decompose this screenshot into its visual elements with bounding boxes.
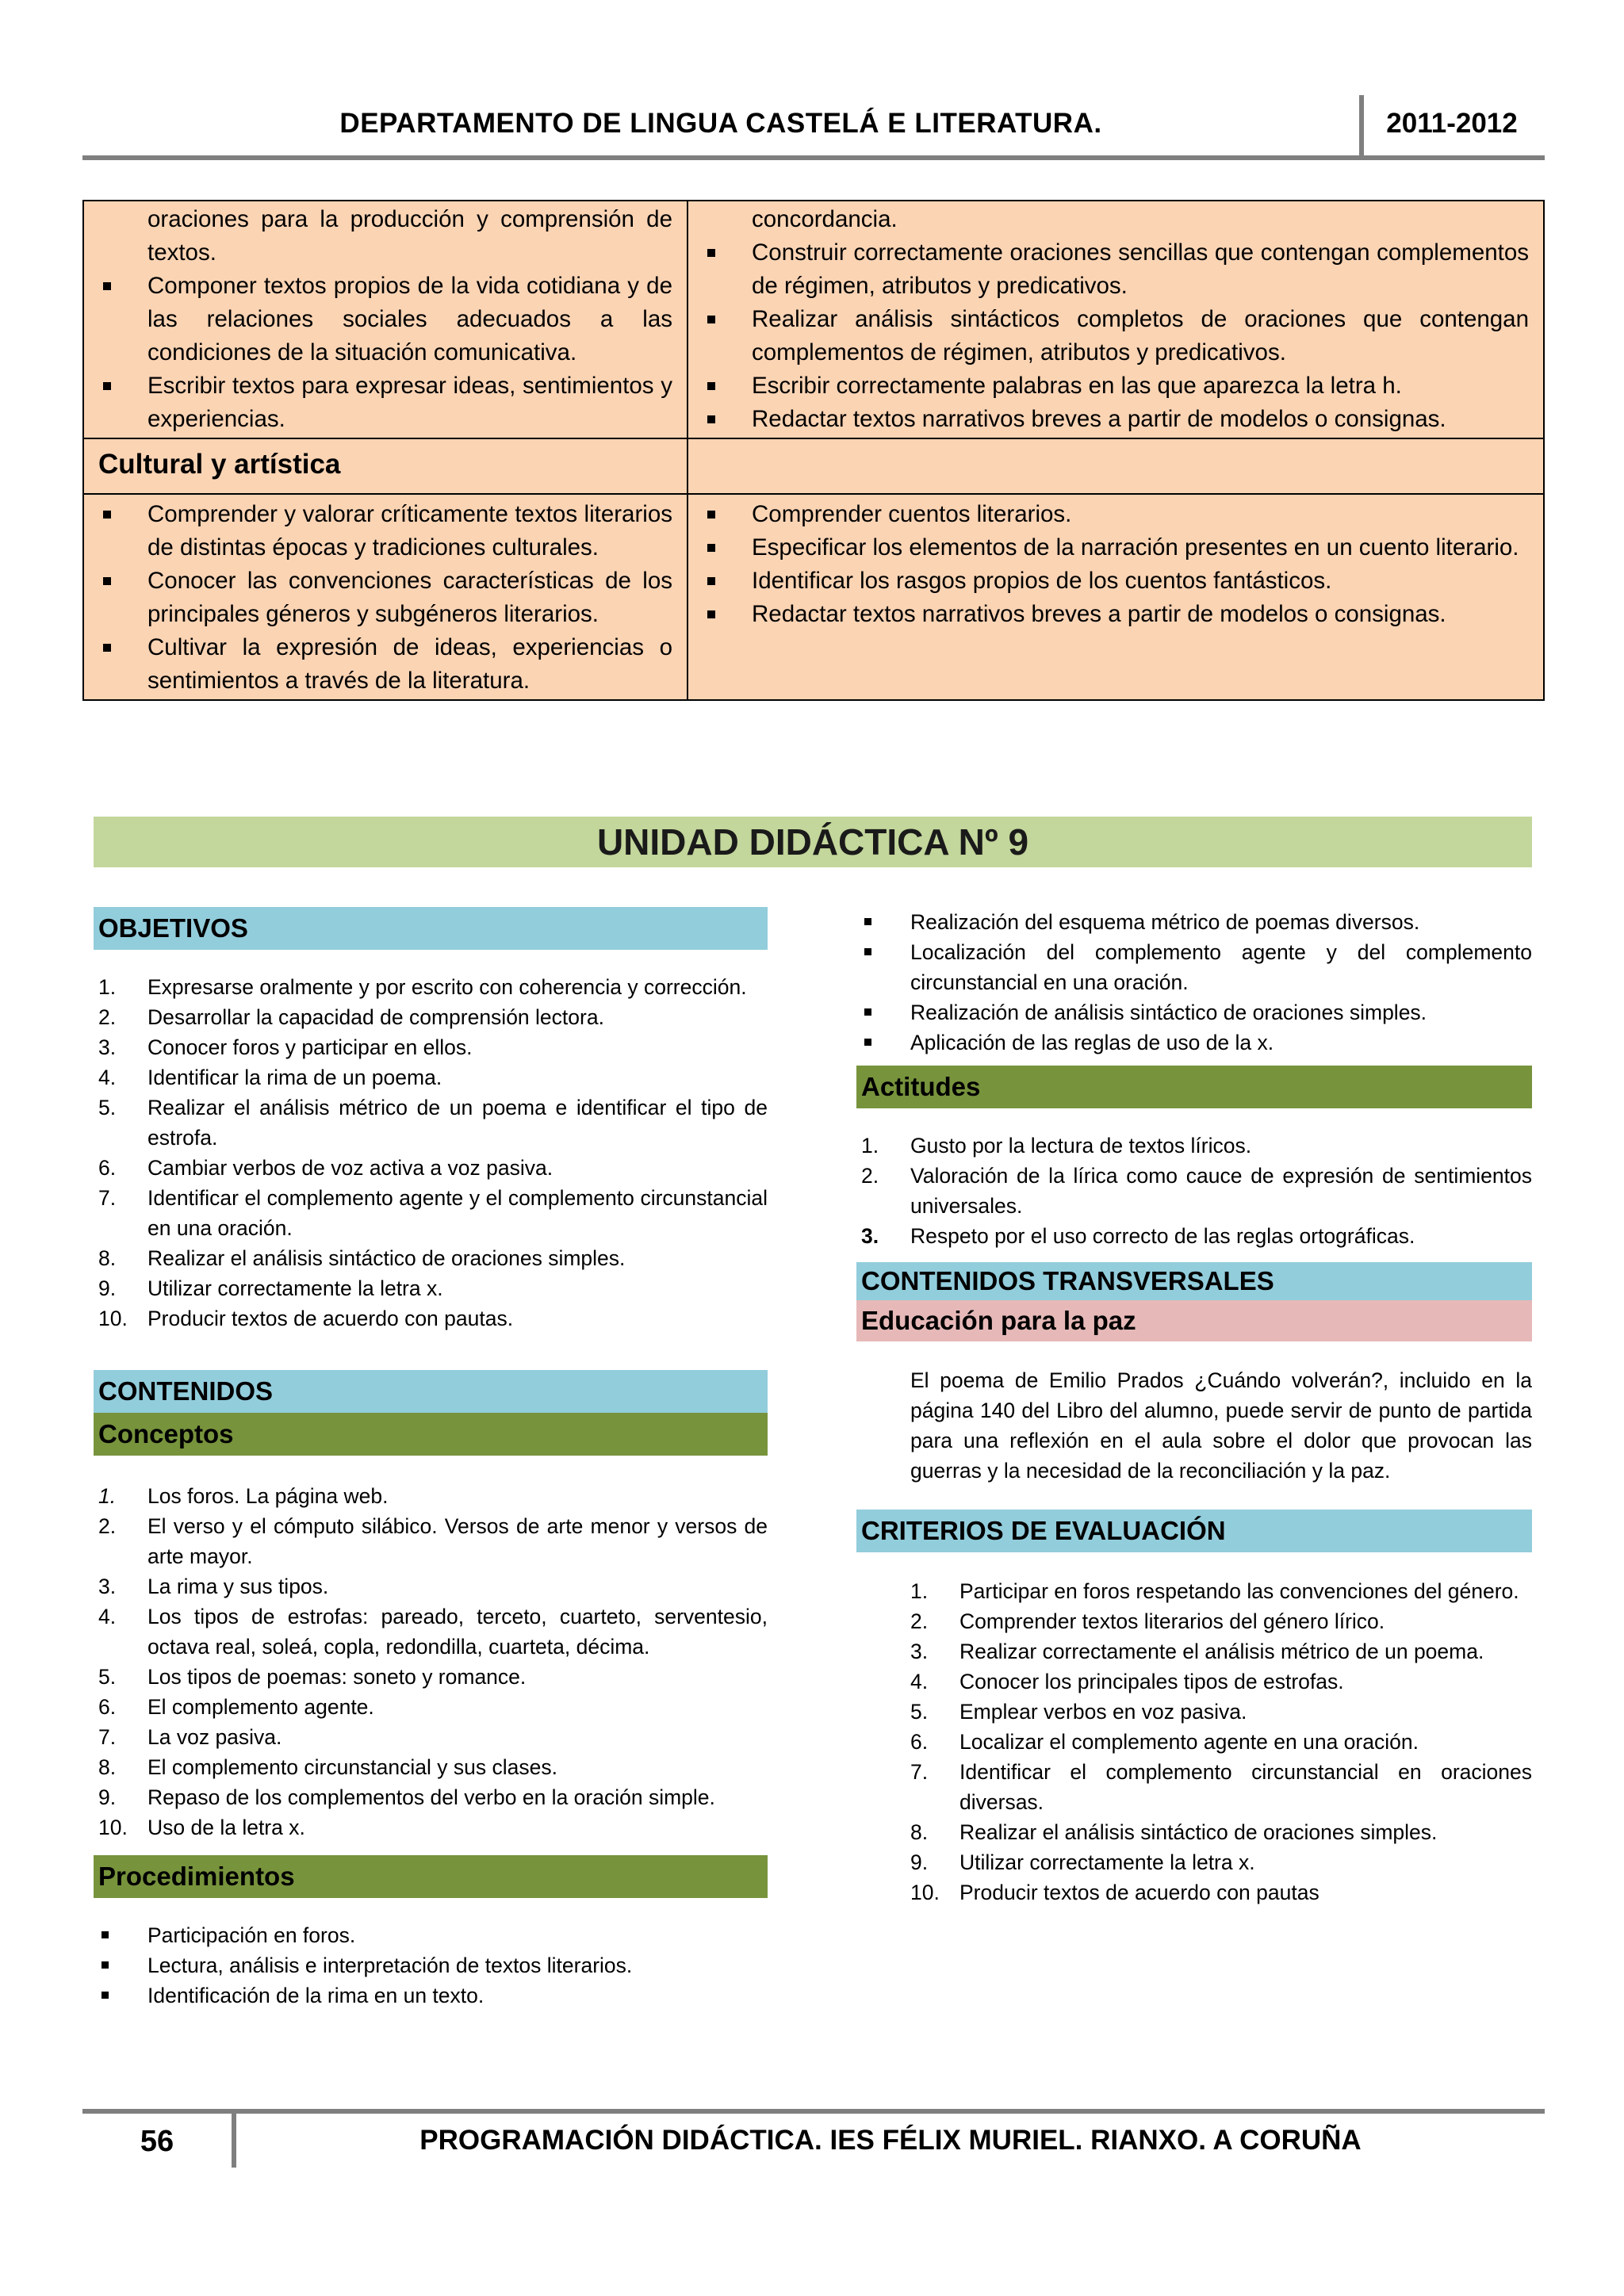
list-item: 6. El complemento agente. <box>98 1695 374 1719</box>
list-item: Identificación de la rima en un texto. <box>94 1980 768 2011</box>
list-item: 7. Identificar el complemento circunstancial en oraciones diversas. <box>910 1760 1532 1814</box>
list-item: 9. Utilizar correctamente la letra x. <box>98 1276 443 1300</box>
table-row <box>83 201 1544 438</box>
list-item: Cultivar la expresión de ideas, experiencias o sentimientos a través de la literatura. <box>98 631 672 698</box>
list-item: Comprender cuentos literarios. <box>703 498 1529 531</box>
procedimientos-heading: Procedimientos <box>94 1855 768 1898</box>
page-footer <box>82 2109 1545 2168</box>
list-item: 3. Respeto por el uso correcto de las reglas ortográficas. <box>861 1224 1415 1248</box>
list-item: 7. Identificar el complemento agente y el complemento circunstancial en una oración. <box>98 1186 768 1240</box>
list-item: 1. Participar en foros respetando las convenciones del género. <box>910 1579 1519 1603</box>
list-item: 7. La voz pasiva. <box>98 1725 282 1749</box>
list-item: 1. Expresarse oralmente y por escrito con coherencia y corrección. <box>98 975 747 999</box>
list-item: concordancia. <box>752 206 898 232</box>
list-item: 9. Utilizar correctamente la letra x. <box>910 1850 1255 1874</box>
list-item: Lectura, análisis e interpretación de textos literarios. <box>94 1950 768 1980</box>
list-item: 8. Realizar el análisis sintáctico de oraciones simples. <box>910 1820 1438 1844</box>
list-item: 5. Los tipos de poemas: soneto y romance. <box>98 1665 527 1689</box>
actitudes-heading: Actitudes <box>856 1066 1532 1108</box>
list-item: Escribir correctamente palabras en las que aparezca la letra h. <box>703 369 1529 403</box>
criterios-heading: CRITERIOS DE EVALUACIÓN <box>856 1510 1532 1552</box>
list-item: Realización del esquema métrico de poemas diversos. <box>856 907 1532 937</box>
list-item: 10. Producir textos de acuerdo con pautas. <box>98 1307 514 1330</box>
list-item: Redactar textos narrativos breves a partir de modelos o consignas. <box>703 598 1529 631</box>
list-item: 2. Desarrollar la capacidad de comprensión lectora. <box>98 1005 604 1029</box>
objetivos-list <box>94 972 768 1334</box>
objetivos-heading: OBJETIVOS <box>94 907 768 950</box>
list-item: 5. Emplear verbos en voz pasiva. <box>910 1700 1247 1724</box>
list-item: Comprender y valorar críticamente textos literarios de distintas épocas y tradiciones culturales. <box>98 498 672 564</box>
list-item: 3. La rima y sus tipos. <box>98 1575 329 1598</box>
list-item: 2. Valoración de la lírica como cauce de expresión de sentimientos universales. <box>861 1164 1532 1218</box>
page-header <box>82 95 1545 157</box>
list-item: Componer textos propios de la vida cotidiana y de las relaciones sociales adecuados a las condiciones de la situación comunicativa. <box>98 270 672 369</box>
footer-text: PROGRAMACIÓN DIDÁCTICA. IES FÉLIX MURIEL. RIANXO. A CORUÑA <box>419 2125 1362 2156</box>
list-item: Identificar los rasgos propios de los cuentos fantásticos. <box>703 564 1529 598</box>
left-column <box>94 907 768 2011</box>
list-item: 10. Producir textos de acuerdo con pautas <box>910 1881 1320 1904</box>
list-item: 10. Uso de la letra x. <box>98 1816 305 1839</box>
list-item: 6. Cambiar verbos de voz activa a voz pasiva. <box>98 1156 553 1180</box>
table-cell <box>688 494 1544 700</box>
actitudes-list <box>856 1131 1532 1251</box>
table-row <box>83 494 1544 700</box>
list-item: oraciones para la producción y comprensión de textos. <box>147 206 672 266</box>
right-column <box>856 907 1532 1908</box>
procedimientos-list <box>94 1920 768 2011</box>
list-item: 4. Identificar la rima de un poema. <box>98 1066 442 1089</box>
list-item: Participación en foros. <box>94 1920 768 1950</box>
list-item: 1. Gusto por la lectura de textos líricos. <box>861 1134 1252 1158</box>
conceptos-heading: Conceptos <box>94 1413 768 1456</box>
table-cell <box>688 438 1544 494</box>
competencies-table <box>82 200 1545 701</box>
department-title: DEPARTAMENTO DE LINGUA CASTELÁ E LITERATURA. <box>339 108 1102 139</box>
table-cell <box>688 201 1544 438</box>
list-item: 3. Conocer foros y participar en ellos. <box>98 1035 473 1059</box>
table-cell <box>83 494 688 700</box>
transversales-text: El poema de Emilio Prados ¿Cuándo volverán?, incluido en la página 140 del Libro del alumno, puede servir de punto de partida para una reflexión en el aula sobre el dolor que provocan las guerras y la necesidad de la reconciliación y la paz. <box>910 1368 1532 1483</box>
list-item: 3. Realizar correctamente el análisis métrico de un poema. <box>910 1640 1484 1663</box>
list-item: 4. Conocer los principales tipos de estrofas. <box>910 1670 1344 1693</box>
header-rule <box>82 155 1545 160</box>
list-item: 6. Localizar el complemento agente en una oración. <box>910 1730 1419 1754</box>
list-item: Escribir textos para expresar ideas, sentimientos y experiencias. <box>98 369 672 436</box>
list-item: Construir correctamente oraciones sencillas que contengan complementos de régimen, atributos y predicativos. <box>703 236 1529 303</box>
unit-title: UNIDAD DIDÁCTICA Nº 9 <box>94 817 1532 867</box>
table-row <box>83 438 1544 494</box>
list-item: 9. Repaso de los complementos del verbo en la oración simple. <box>98 1785 715 1809</box>
list-item: 4. Los tipos de estrofas: pareado, terceto, cuarteto, serventesio, octava real, soleá, copla, redondilla, cuarteta, décima. <box>98 1605 768 1659</box>
criterios-list <box>856 1576 1532 1908</box>
list-item: Conocer las convenciones características de los principales géneros y subgéneros literarios. <box>98 564 672 631</box>
list-item: Especificar los elementos de la narración presentes en un cuento literario. <box>703 531 1529 564</box>
list-item: Realizar análisis sintácticos completos de oraciones que contengan complementos de régimen, atributos y predicativos. <box>703 303 1529 369</box>
list-item: 2. Comprender textos literarios del género lírico. <box>910 1609 1385 1633</box>
table-cell <box>83 201 688 438</box>
list-item: Redactar textos narrativos breves a partir de modelos o consignas. <box>703 403 1529 436</box>
page-number: 56 <box>140 2125 174 2158</box>
contenidos-heading: CONTENIDOS <box>94 1370 768 1413</box>
list-item: 5. Realizar el análisis métrico de un poema e identificar el tipo de estrofa. <box>98 1096 768 1150</box>
list-item: Aplicación de las reglas de uso de la x. <box>856 1027 1532 1058</box>
footer-rule <box>82 2109 1545 2114</box>
school-year: 2011-2012 <box>1386 108 1518 139</box>
list-item: Realización de análisis sintáctico de oraciones simples. <box>856 997 1532 1027</box>
procedimientos-list-continued <box>856 907 1532 1058</box>
list-item: 8. Realizar el análisis sintáctico de oraciones simples. <box>98 1246 626 1270</box>
list-item: Localización del complemento agente y del complemento circunstancial en una oración. <box>856 937 1532 997</box>
list-item: 1. Los foros. La página web. <box>98 1484 389 1508</box>
transversales-heading: CONTENIDOS TRANSVERSALES <box>856 1262 1532 1300</box>
list-item: 8. El complemento circunstancial y sus clases. <box>98 1755 557 1779</box>
conceptos-list <box>94 1481 768 1843</box>
list-item: 2. El verso y el cómputo silábico. Versos de arte menor y versos de arte mayor. <box>98 1514 768 1568</box>
transversales-subheading: Educación para la paz <box>856 1300 1532 1341</box>
competency-subheading: Cultural y artística <box>83 438 688 494</box>
